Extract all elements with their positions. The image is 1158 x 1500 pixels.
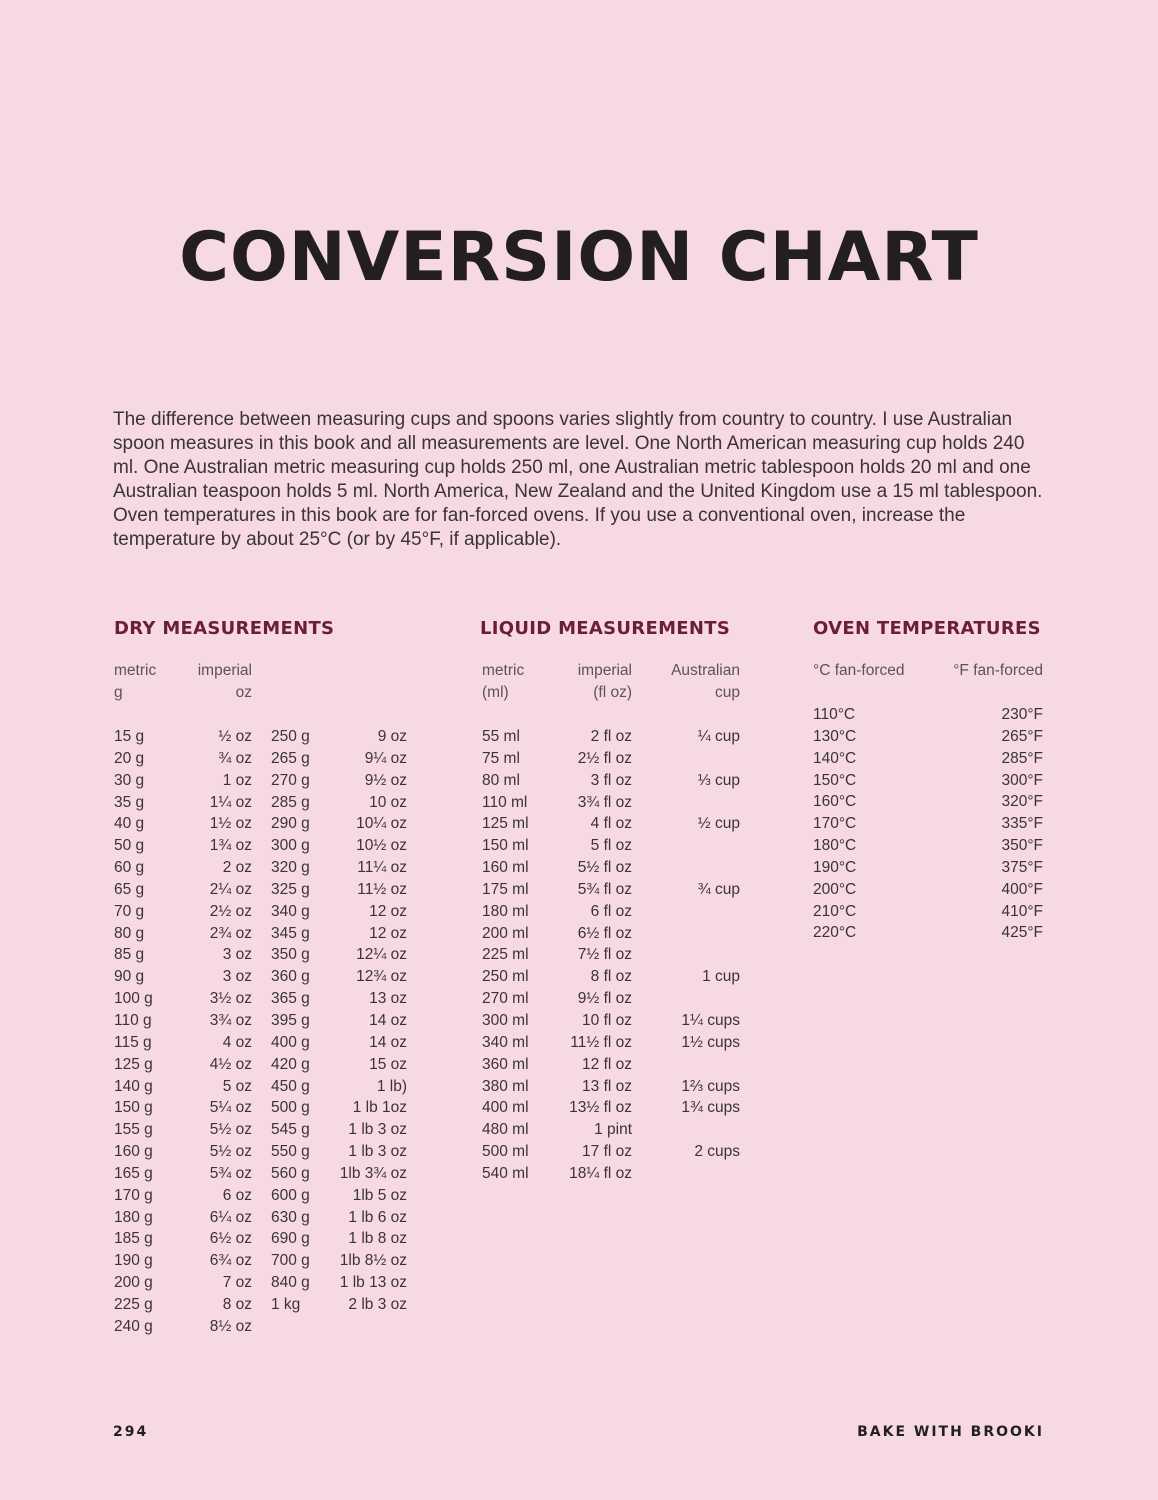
table-row (482, 1141, 742, 1163)
table-row (114, 901, 254, 923)
celsius-cell: 190°C (813, 858, 857, 876)
cup-cell: 1½ cups (681, 1033, 740, 1051)
celsius-cell: 210°C (813, 902, 857, 920)
fahrenheit-cell: 400°F (1001, 880, 1043, 898)
table-row (271, 813, 411, 835)
imperial-cell: 3¾ fl oz (577, 793, 632, 811)
table-row (482, 901, 742, 923)
metric-cell: 500 ml (482, 1143, 529, 1161)
imperial-cell: 11½ fl oz (570, 1033, 632, 1051)
imperial-cell: 9½ fl oz (577, 990, 632, 1008)
table-row (482, 1054, 742, 1076)
imperial-cell: 12 fl oz (582, 1055, 632, 1073)
metric-cell: 360 g (271, 968, 310, 986)
imperial-cell: 1 pint (594, 1121, 632, 1139)
table-row (114, 944, 254, 966)
table-row (114, 1097, 254, 1119)
table-row (114, 770, 254, 792)
table-row (271, 1054, 411, 1076)
dry-imperial-header: imperial oz (197, 662, 252, 701)
celsius-cell: 160°C (813, 793, 857, 811)
table-row (114, 748, 254, 770)
metric-cell: 115 g (114, 1033, 152, 1051)
imperial-cell: 5¾ oz (209, 1164, 252, 1182)
table-row (813, 922, 1045, 944)
metric-cell: 630 g (271, 1208, 310, 1226)
imperial-cell: 1½ oz (209, 815, 252, 833)
imperial-cell: 2 fl oz (590, 728, 632, 745)
metric-cell: 180 g (114, 1208, 153, 1226)
cup-cell: 1 cup (702, 968, 740, 986)
metric-cell: 150 ml (482, 837, 529, 855)
table-row (813, 813, 1045, 835)
table-row (482, 1076, 742, 1098)
imperial-cell: 1 lb 1oz (352, 1099, 407, 1117)
fahrenheit-cell: 335°F (1001, 815, 1043, 833)
table-row (271, 988, 411, 1010)
metric-cell: 380 ml (482, 1077, 529, 1095)
oven-temperatures-heading: OVEN TEMPERATURES (813, 618, 1041, 639)
metric-cell: 360 ml (482, 1055, 529, 1073)
metric-cell: 325 g (271, 880, 310, 898)
imperial-cell: 12 oz (369, 902, 407, 920)
metric-cell: 250 ml (482, 968, 529, 986)
metric-cell: 160 ml (482, 859, 529, 877)
imperial-cell: 15 oz (369, 1055, 407, 1073)
metric-cell: 480 ml (482, 1121, 529, 1139)
metric-cell: 190 g (114, 1252, 153, 1270)
imperial-cell: 6¼ oz (209, 1208, 252, 1226)
metric-cell: 125 g (114, 1055, 153, 1073)
imperial-cell: 12¾ oz (356, 968, 407, 986)
imperial-cell: 6 fl oz (590, 902, 632, 920)
celsius-cell: 140°C (813, 749, 857, 767)
metric-cell: 175 ml (482, 880, 529, 898)
table-row (114, 1119, 254, 1141)
table-row (482, 1119, 742, 1141)
fahrenheit-cell: 425°F (1001, 924, 1043, 942)
table-row (114, 792, 254, 814)
imperial-cell: 6½ fl oz (577, 924, 632, 942)
fahrenheit-cell: 350°F (1001, 837, 1043, 855)
imperial-cell: 13 fl oz (582, 1077, 632, 1095)
table-row (482, 748, 742, 770)
metric-cell: 560 g (271, 1164, 310, 1182)
table-row (114, 1032, 254, 1054)
imperial-cell: 5½ oz (209, 1121, 252, 1139)
imperial-cell: 14 oz (369, 1033, 407, 1051)
imperial-cell: 7½ fl oz (577, 946, 632, 964)
imperial-cell: 4 oz (222, 1033, 252, 1051)
table-row (271, 944, 411, 966)
celsius-cell: 130°C (813, 727, 857, 745)
imperial-cell: 2 oz (222, 859, 252, 877)
intro-paragraph: The difference between measuring cups and spoons varies slightly from country to country. I use Australian spoon measures in this book and all measurements are level. One North American measuring cup holds 240 ml. One Australian metric measuring cup holds 250 ml, one Australian metric tablespoon holds 20 ml and one Australian teaspoon holds 5 ml. North America, New Zealand and the United Kingdom use a 15 ml tablespoon. Oven temperatures in this book are for fan-forced ovens. If you use a conventional oven, increase the temperature by about 25°C (or by 45°F, if applicable). (113, 409, 1043, 550)
metric-cell: 550 g (271, 1143, 310, 1161)
imperial-cell: 2½ fl oz (577, 749, 632, 767)
table-row (482, 966, 742, 988)
cup-cell: ½ cup (697, 815, 740, 833)
metric-cell: 345 g (271, 924, 310, 942)
table-row (271, 726, 411, 748)
table-row (271, 1076, 411, 1098)
imperial-cell: 1 oz (222, 771, 252, 789)
imperial-cell: 5 oz (222, 1077, 252, 1095)
metric-cell: 400 g (271, 1033, 310, 1051)
table-row (271, 879, 411, 901)
metric-cell: 40 g (114, 815, 145, 833)
table-row (271, 1294, 411, 1316)
metric-cell: 690 g (271, 1230, 310, 1248)
celsius-cell: 200°C (813, 880, 857, 898)
metric-cell: 300 g (271, 837, 310, 855)
metric-cell: 320 g (271, 859, 310, 877)
table-row (482, 1097, 742, 1119)
metric-cell: 110 g (114, 1011, 152, 1029)
imperial-cell: 1 lb 6 oz (348, 1208, 407, 1226)
table-row (813, 791, 1045, 813)
imperial-cell: 14 oz (369, 1011, 407, 1029)
imperial-cell: 9¼ oz (364, 749, 407, 767)
celsius-cell: 180°C (813, 837, 857, 855)
imperial-cell: 6 oz (222, 1186, 252, 1204)
table-row (482, 726, 742, 748)
imperial-cell: 12¼ oz (356, 946, 407, 964)
table-row (813, 748, 1045, 770)
metric-cell: 270 g (271, 771, 310, 789)
table-row (114, 857, 254, 879)
table-row (114, 1207, 254, 1229)
imperial-cell: 1lb 5 oz (352, 1186, 407, 1204)
table-row (271, 901, 411, 923)
metric-cell: 110 ml (482, 793, 528, 811)
metric-cell: 250 g (271, 728, 310, 745)
metric-cell: 30 g (114, 771, 145, 789)
metric-cell: 600 g (271, 1186, 310, 1204)
imperial-cell: ¾ oz (218, 749, 252, 767)
imperial-cell: 2¾ oz (209, 924, 252, 942)
cup-cell: ¾ cup (697, 880, 740, 898)
table-row (482, 944, 742, 966)
imperial-cell: 9 oz (377, 728, 407, 745)
dry-table-right (271, 726, 411, 1316)
metric-cell: 285 g (271, 793, 310, 811)
imperial-cell: 3 oz (222, 968, 252, 986)
metric-cell: 365 g (271, 990, 310, 1008)
table-row (271, 770, 411, 792)
imperial-cell: ½ oz (218, 728, 252, 745)
table-row (271, 748, 411, 770)
table-row (114, 1010, 254, 1032)
imperial-cell: 1 lb 13 oz (339, 1274, 407, 1292)
fahrenheit-cell: 375°F (1001, 858, 1043, 876)
metric-cell: 270 ml (482, 990, 529, 1008)
imperial-cell: 3¾ oz (209, 1011, 252, 1029)
metric-cell: 125 ml (482, 815, 529, 833)
imperial-cell: 4½ oz (209, 1055, 252, 1073)
metric-cell: 200 ml (482, 924, 529, 942)
metric-cell: 840 g (271, 1274, 310, 1292)
cup-cell: ¼ cup (697, 728, 740, 745)
table-row (271, 1010, 411, 1032)
metric-cell: 545 g (271, 1121, 310, 1139)
table-row (813, 901, 1045, 923)
table-row (271, 1185, 411, 1207)
table-row (482, 770, 742, 792)
imperial-cell: 12 oz (369, 924, 407, 942)
table-row (482, 879, 742, 901)
oven-fahrenheit-header: °F fan-forced (953, 662, 1043, 679)
imperial-cell: 6½ oz (209, 1230, 252, 1248)
imperial-cell: 11¼ oz (357, 859, 407, 877)
table-row (114, 1272, 254, 1294)
cup-cell: 2 cups (694, 1143, 740, 1161)
cup-cell: 1¾ cups (681, 1099, 740, 1117)
imperial-cell: 1lb 8½ oz (339, 1252, 407, 1270)
metric-cell: 395 g (271, 1011, 310, 1029)
metric-cell: 155 g (114, 1121, 153, 1139)
table-row (114, 1250, 254, 1272)
table-row (813, 704, 1045, 726)
imperial-cell: 8½ oz (209, 1317, 252, 1335)
table-row (271, 857, 411, 879)
table-row (271, 1250, 411, 1272)
imperial-cell: 5½ oz (209, 1143, 252, 1161)
imperial-cell: 8 oz (222, 1295, 252, 1313)
imperial-cell: 1 lb 3 oz (348, 1121, 407, 1139)
metric-cell: 540 ml (482, 1164, 529, 1182)
table-row (271, 1097, 411, 1119)
dry-metric-header: metric g (114, 662, 157, 701)
metric-cell: 340 g (271, 902, 310, 920)
metric-cell: 90 g (114, 968, 145, 986)
metric-cell: 340 ml (482, 1033, 529, 1051)
dry-table-left (114, 726, 254, 1338)
imperial-cell: 10 oz (369, 793, 407, 811)
table-row (271, 835, 411, 857)
table-row (482, 857, 742, 879)
table-row (114, 835, 254, 857)
table-row (482, 1163, 742, 1185)
metric-cell: 80 g (114, 924, 145, 942)
imperial-cell: 1lb 3¾ oz (339, 1164, 407, 1182)
table-row (482, 1010, 742, 1032)
imperial-cell: 13 oz (369, 990, 407, 1008)
metric-cell: 50 g (114, 837, 145, 855)
metric-cell: 150 g (114, 1099, 153, 1117)
table-row (813, 857, 1045, 879)
metric-cell: 75 ml (482, 749, 520, 767)
cup-cell: 1¼ cups (681, 1011, 740, 1029)
metric-cell: 20 g (114, 749, 145, 767)
imperial-cell: 2½ oz (209, 902, 252, 920)
fahrenheit-cell: 265°F (1001, 727, 1043, 745)
imperial-cell: 3½ oz (209, 990, 252, 1008)
table-row (271, 966, 411, 988)
liquid-measurements-heading: LIQUID MEASUREMENTS (480, 618, 731, 639)
table-row (271, 1228, 411, 1250)
imperial-cell: 1¼ oz (209, 793, 252, 811)
table-row (114, 988, 254, 1010)
fahrenheit-cell: 320°F (1001, 793, 1043, 811)
metric-cell: 100 g (114, 990, 153, 1008)
metric-cell: 290 g (271, 815, 310, 833)
imperial-cell: 3 fl oz (590, 771, 632, 789)
liquid-cup-header: Australian cup (671, 662, 740, 701)
table-row (482, 923, 742, 945)
liquid-metric-header: metric (ml) (482, 662, 525, 701)
metric-cell: 500 g (271, 1099, 310, 1117)
table-row (114, 1141, 254, 1163)
table-row (114, 1228, 254, 1250)
imperial-cell: 13½ fl oz (569, 1099, 632, 1117)
metric-cell: 350 g (271, 946, 310, 964)
imperial-cell: 1 lb) (376, 1077, 407, 1095)
table-row (114, 1185, 254, 1207)
metric-cell: 300 ml (482, 1011, 529, 1029)
table-row (114, 879, 254, 901)
metric-cell: 700 g (271, 1252, 310, 1270)
table-row (271, 1119, 411, 1141)
metric-cell: 160 g (114, 1143, 153, 1161)
table-row (271, 1141, 411, 1163)
table-row (482, 835, 742, 857)
oven-celsius-header: °C fan-forced (813, 662, 905, 679)
table-row (114, 1054, 254, 1076)
imperial-cell: 10½ oz (356, 837, 407, 855)
metric-cell: 140 g (114, 1077, 153, 1095)
metric-cell: 55 ml (482, 728, 520, 745)
table-row (813, 770, 1045, 792)
table-row (271, 1272, 411, 1294)
imperial-cell: 1¾ oz (209, 837, 252, 855)
imperial-cell: 1 lb 8 oz (348, 1230, 407, 1248)
imperial-cell: 3 oz (222, 946, 252, 964)
imperial-cell: 5¼ oz (209, 1099, 252, 1117)
metric-cell: 85 g (114, 946, 145, 964)
imperial-cell: 18¼ fl oz (569, 1164, 632, 1182)
imperial-cell: 10¼ oz (356, 815, 407, 833)
metric-cell: 70 g (114, 902, 145, 920)
table-row (271, 792, 411, 814)
table-row (114, 726, 254, 748)
imperial-cell: 10 fl oz (582, 1011, 632, 1029)
imperial-cell: 7 oz (222, 1274, 252, 1292)
table-row (271, 1207, 411, 1229)
table-row (114, 1294, 254, 1316)
celsius-cell: 170°C (813, 815, 857, 833)
metric-cell: 35 g (114, 793, 145, 811)
table-row (114, 923, 254, 945)
metric-cell: 265 g (271, 749, 310, 767)
liquid-imperial-header: imperial (fl oz) (577, 662, 632, 701)
imperial-cell: 5½ fl oz (577, 859, 632, 877)
metric-cell: 15 g (114, 728, 145, 745)
liquid-table (482, 726, 742, 1185)
fahrenheit-cell: 230°F (1001, 706, 1043, 723)
metric-cell: 165 g (114, 1164, 153, 1182)
metric-cell: 80 ml (482, 771, 520, 789)
celsius-cell: 110°C (813, 706, 856, 723)
imperial-cell: 11½ oz (357, 880, 407, 898)
table-row (114, 813, 254, 835)
metric-cell: 200 g (114, 1274, 153, 1292)
table-row (482, 792, 742, 814)
fahrenheit-cell: 410°F (1001, 902, 1043, 920)
table-row (482, 813, 742, 835)
fahrenheit-cell: 285°F (1001, 749, 1043, 767)
imperial-cell: 17 fl oz (582, 1143, 632, 1161)
table-row (271, 923, 411, 945)
imperial-cell: 2¼ oz (209, 880, 252, 898)
imperial-cell: 5¾ fl oz (577, 880, 632, 898)
imperial-cell: 9½ oz (364, 771, 407, 789)
book-title: BAKE WITH BROOKI (857, 1424, 1044, 1440)
metric-cell: 240 g (114, 1317, 153, 1335)
metric-cell: 170 g (114, 1186, 153, 1204)
metric-cell: 180 ml (482, 902, 529, 920)
imperial-cell: 5 fl oz (590, 837, 632, 855)
metric-cell: 420 g (271, 1055, 310, 1073)
table-row (114, 1163, 254, 1185)
fahrenheit-cell: 300°F (1001, 771, 1043, 789)
page-title: CONVERSION CHART (179, 218, 979, 297)
table-row (271, 1032, 411, 1054)
page-number: 294 (113, 1424, 149, 1440)
cup-cell: 1⅔ cups (681, 1077, 740, 1095)
table-row (114, 966, 254, 988)
table-row (114, 1076, 254, 1098)
table-row (271, 1163, 411, 1185)
imperial-cell: 6¾ oz (209, 1252, 252, 1270)
dry-measurements-heading: DRY MEASUREMENTS (114, 618, 335, 639)
metric-cell: 450 g (271, 1077, 310, 1095)
metric-cell: 400 ml (482, 1099, 529, 1117)
table-row (813, 879, 1045, 901)
imperial-cell: 8 fl oz (590, 968, 632, 986)
celsius-cell: 150°C (813, 771, 857, 789)
table-row (482, 1032, 742, 1054)
table-row (482, 988, 742, 1010)
table-row (813, 726, 1045, 748)
metric-cell: 65 g (114, 880, 145, 898)
imperial-cell: 1 lb 3 oz (348, 1143, 407, 1161)
table-row (813, 835, 1045, 857)
metric-cell: 1 kg (271, 1295, 301, 1313)
metric-cell: 185 g (114, 1230, 153, 1248)
metric-cell: 60 g (114, 859, 145, 877)
cup-cell: ⅓ cup (697, 771, 740, 789)
table-row (114, 1316, 254, 1338)
imperial-cell: 4 fl oz (590, 815, 632, 833)
oven-table (813, 704, 1045, 944)
metric-cell: 225 ml (482, 946, 529, 964)
celsius-cell: 220°C (813, 924, 857, 942)
imperial-cell: 2 lb 3 oz (348, 1295, 407, 1313)
metric-cell: 225 g (114, 1295, 153, 1313)
